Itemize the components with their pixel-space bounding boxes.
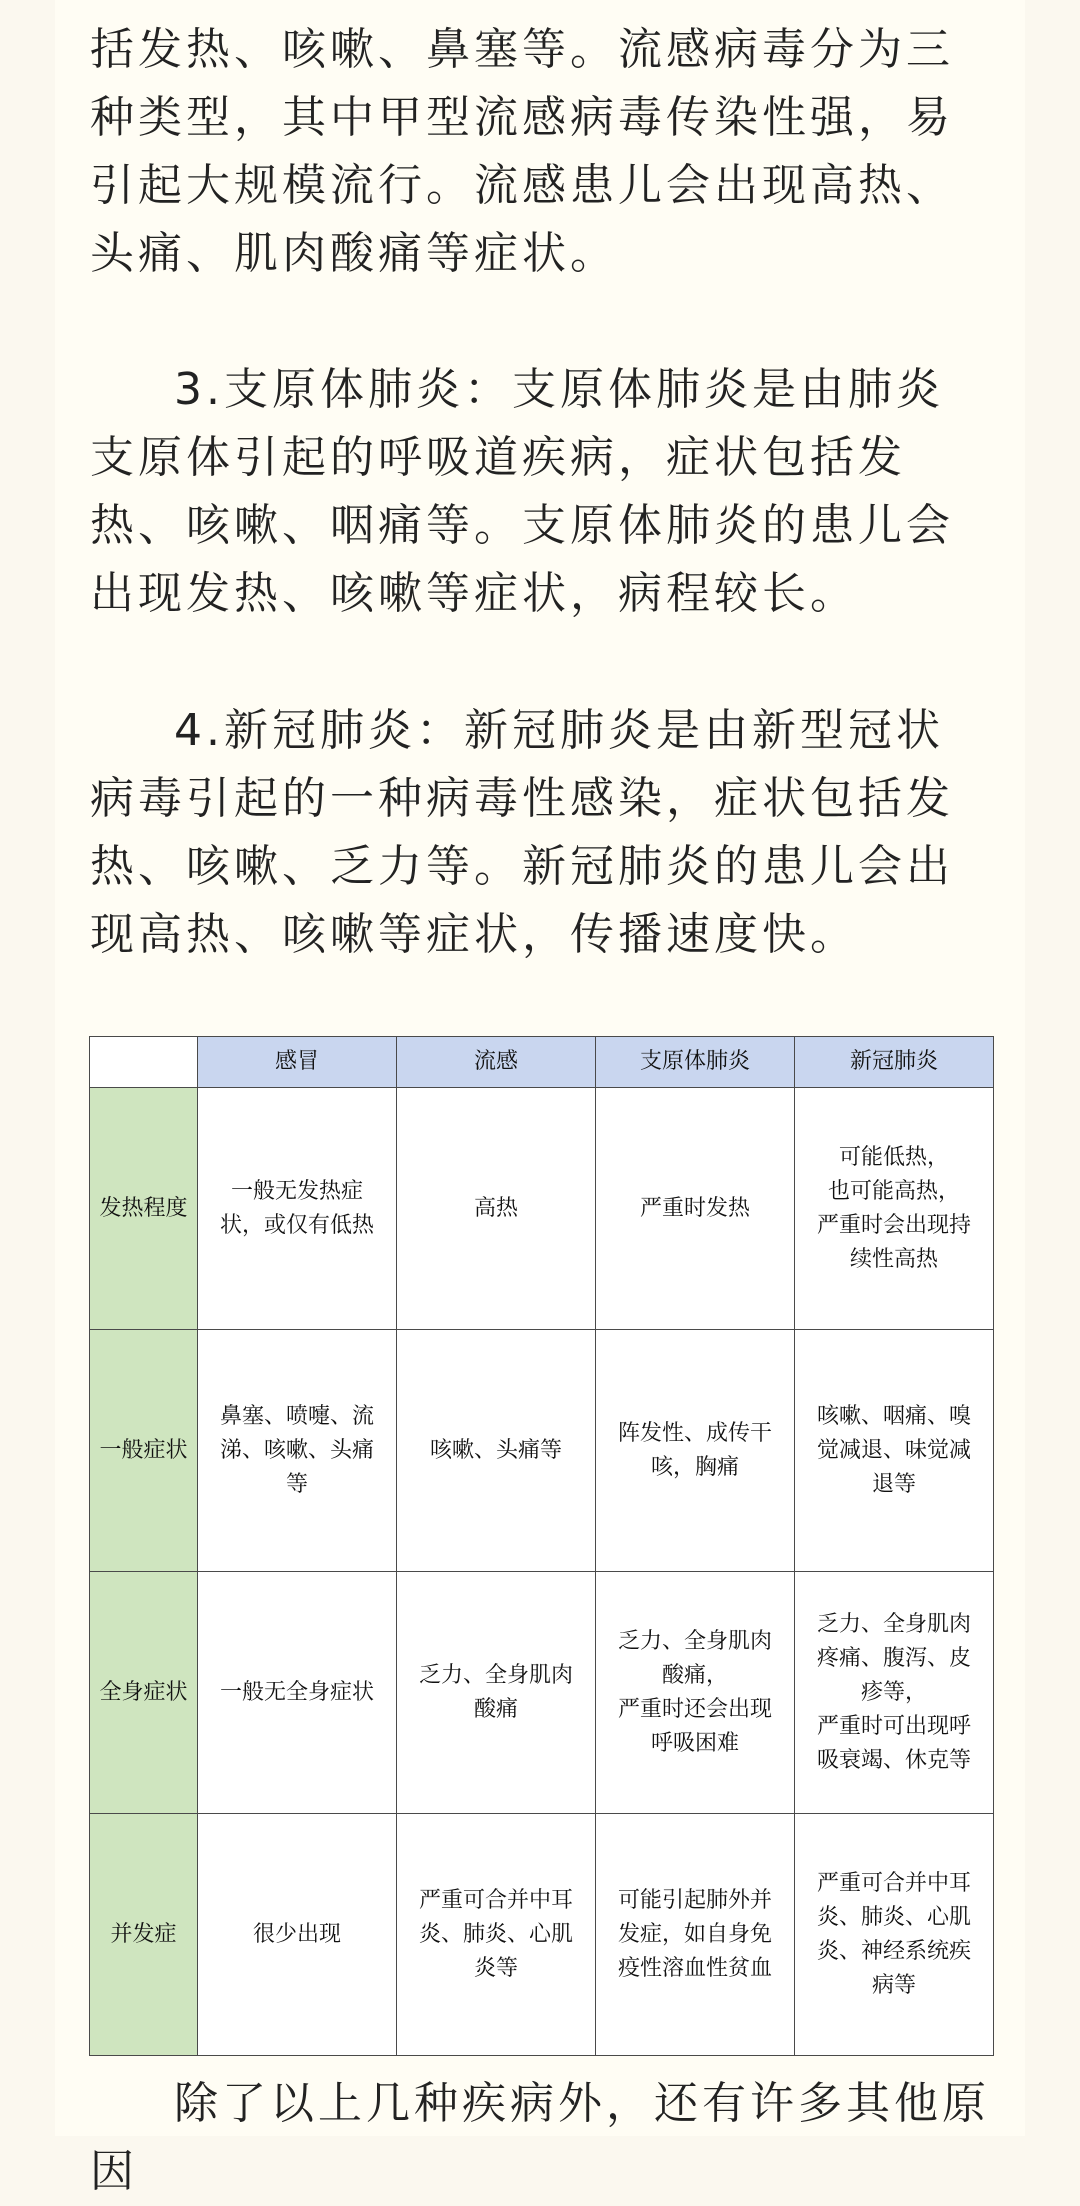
table-row (90, 1814, 994, 2056)
table-cell: 咳嗽、咽痛、嗅 觉减退、味觉减 退等 (795, 1330, 994, 1572)
table-cell: 乏力、全身肌肉 疼痛、腹泻、皮 疹等， 严重时可出现呼 吸衰竭、休克等 (795, 1572, 994, 1814)
row-header-systemic-symptoms: 全身症状 (90, 1572, 198, 1814)
paragraph-mycoplasma: 3.支原体肺炎：支原体肺炎是由肺炎支原体引起的呼吸道疾病，症状包括发热、咳嗽、咽痛等。支原体肺炎的患儿会出现发热、咳嗽等症状，病程较长。 (90, 364, 954, 619)
comparison-table (89, 1036, 994, 2056)
table-cell: 可能引起肺外并 发症，如自身免 疫性溶血性贫血 (596, 1814, 795, 2056)
table-cell: 鼻塞、喷嚏、流 涕、咳嗽、头痛 等 (198, 1330, 397, 1572)
column-header-cold: 感冒 (198, 1037, 397, 1088)
table-cell: 咳嗽、头痛等 (397, 1330, 596, 1572)
paragraph-other-causes: 除了以上几种疾病外，还有许多其他原因 (90, 2078, 990, 2197)
table-row (90, 1330, 994, 1572)
column-header-mycoplasma: 支原体肺炎 (596, 1037, 795, 1088)
row-header-fever: 发热程度 (90, 1088, 198, 1330)
table-header-row (90, 1037, 994, 1088)
row-header-complications: 并发症 (90, 1814, 198, 2056)
table-cell: 阵发性、成传干 咳，胸痛 (596, 1330, 795, 1572)
table-cell: 一般无发热症 状，或仅有低热 (198, 1088, 397, 1330)
row-header-general-symptoms: 一般症状 (90, 1330, 198, 1572)
paragraph-flu: 括发热、咳嗽、鼻塞等。流感病毒分为三种类型，其中甲型流感病毒传染性强，易引起大规模流行。流感患儿会出现高热、头痛、肌肉酸痛等症状。 (90, 24, 954, 279)
table-cell: 乏力、全身肌肉 酸痛， 严重时还会出现 呼吸困难 (596, 1572, 795, 1814)
table-row (90, 1572, 994, 1814)
table-corner-cell (90, 1037, 198, 1088)
table-cell: 乏力、全身肌肉 酸痛 (397, 1572, 596, 1814)
table-cell: 高热 (397, 1088, 596, 1330)
table-cell: 一般无全身症状 (198, 1572, 397, 1814)
paragraph-covid: 4.新冠肺炎：新冠肺炎是由新型冠状病毒引起的一种病毒性感染，症状包括发热、咳嗽、乏力等。新冠肺炎的患儿会出现高热、咳嗽等症状，传播速度快。 (90, 705, 954, 960)
table-cell: 严重可合并中耳 炎、肺炎、心肌 炎等 (397, 1814, 596, 2056)
table-row (90, 1088, 994, 1330)
table-cell: 严重时发热 (596, 1088, 795, 1330)
table-cell: 很少出现 (198, 1814, 397, 2056)
column-header-covid: 新冠肺炎 (795, 1037, 994, 1088)
column-header-flu: 流感 (397, 1037, 596, 1088)
table-cell: 可能低热， 也可能高热， 严重时会出现持 续性高热 (795, 1088, 994, 1330)
table-cell: 严重可合并中耳 炎、肺炎、心肌 炎、神经系统疾 病等 (795, 1814, 994, 2056)
